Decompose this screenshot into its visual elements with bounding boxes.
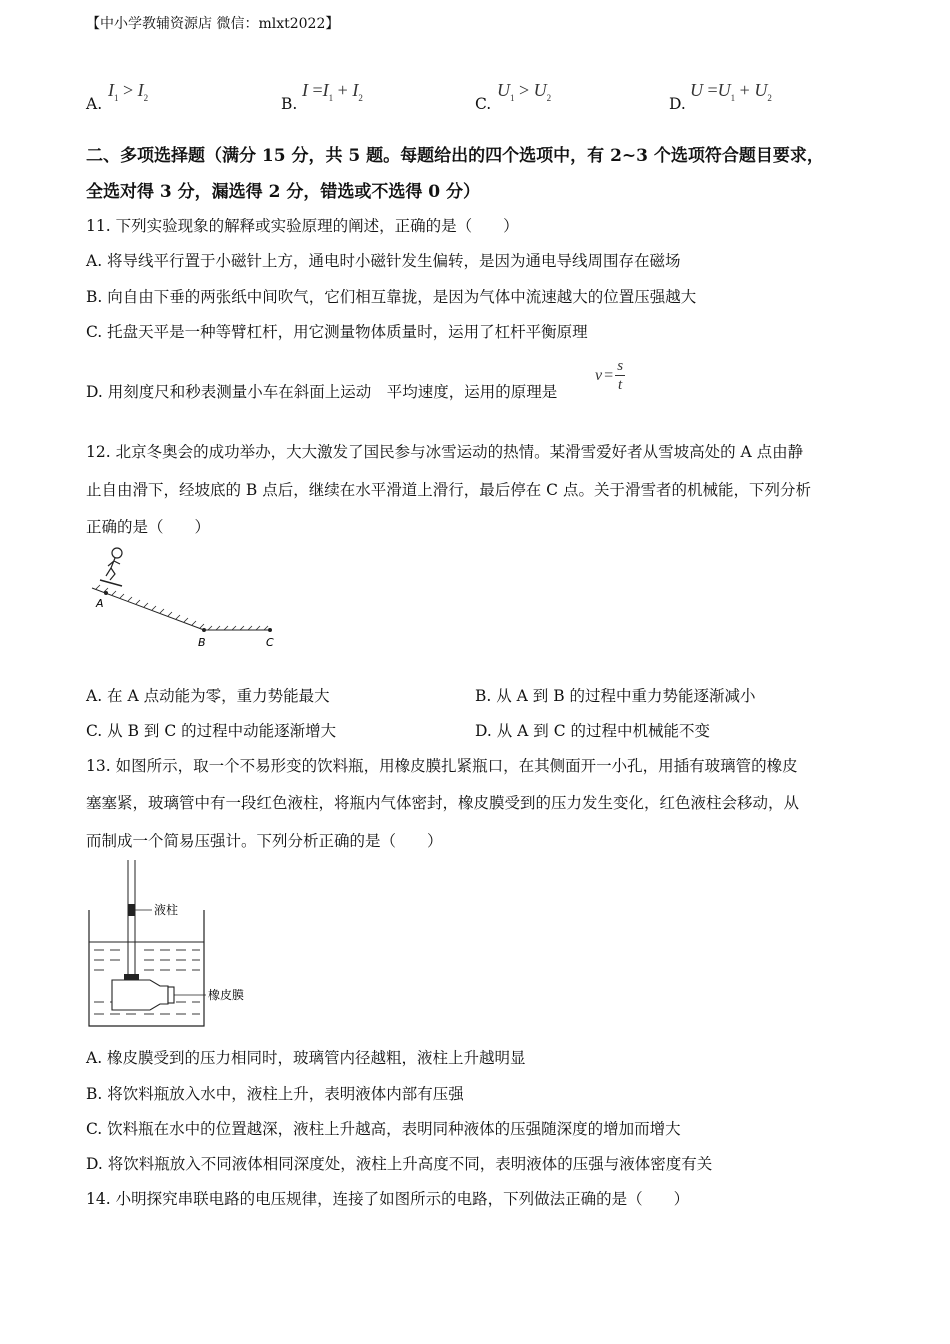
point-b-dot (202, 628, 206, 632)
q11-option-c: C. 托盘天平是一种等臂杠杆，用它测量物体质量时，运用了杠杆平衡原理 (86, 323, 588, 341)
label-c: C (266, 636, 274, 649)
glass-tube (128, 860, 135, 978)
q11-velocity-formula: v = $\frac{s}{t}$ (595, 358, 625, 393)
page-header: 【中小学教辅资源店 微信：mlxt2022】 (86, 16, 340, 32)
label-b: B (198, 636, 206, 649)
bottle (112, 980, 174, 1010)
q11-option-a: A. 将导线平行置于小磁针上方，通电时小磁针发生偏转，是因为通电导线周围存在磁场 (86, 252, 681, 270)
option-d-label: D. (669, 95, 686, 113)
q13-stem-line2: 塞塞紧，玻璃管中有一段红色液柱，将瓶内气体密封，橡皮膜受到的压力发生变化，红色液柱会移动，从 (86, 794, 800, 812)
q12-stem-line1: 12. 北京冬奥会的成功举办，大大激发了国民参与冰雪运动的热情。某滑雪爱好者从雪坡高处的 A 点由静 (86, 443, 804, 461)
section-heading-line1: 二、多项选择题（满分 15 分，共 5 题。每题给出的四个选项中，有 2~3 个选项符合题目要求， (86, 146, 824, 166)
q11-option-d: D. 用刻度尺和秒表测量小车在斜面上运动 平均速度，运用的原理是 (86, 383, 558, 401)
label-rubber-membrane: 橡皮膜 (208, 988, 245, 1002)
ski-slope-figure (84, 544, 284, 654)
option-c-formula: $U_1 > U_2$ (497, 80, 552, 103)
q13-stem-line1: 13. 如图所示，取一个不易形变的饮料瓶，用橡皮膜扎紧瓶口，在其侧面开一小孔，用插有玻璃管的橡皮 (86, 757, 798, 775)
label-a: A (96, 597, 104, 610)
point-a-dot (104, 591, 108, 595)
option-c-label: C. (475, 95, 492, 113)
option-b-label: B. (281, 95, 298, 113)
q11-stem: 11. 下列实验现象的解释或实验原理的阐述，正确的是（ ） (86, 217, 519, 235)
q14-stem: 14. 小明探究串联电路的电压规律，连接了如图所示的电路，下列做法正确的是（ ） (86, 1190, 690, 1208)
rubber-stopper (124, 974, 139, 980)
q12-stem-line3: 正确的是（ ） (86, 518, 211, 536)
q13-option-c: C. 饮料瓶在水中的位置越深，液柱上升越高，表明同种液体的压强随深度的增加而增大 (86, 1120, 681, 1138)
point-c-dot (268, 628, 272, 632)
q13-stem-line3: 而制成一个简易压强计。下列分析正确的是（ ） (86, 832, 443, 850)
pressure-gauge-figure (84, 858, 284, 1032)
skier-figure (100, 548, 122, 586)
liquid-column-mark (128, 904, 135, 916)
slope-hatching (96, 585, 268, 630)
option-b-formula: $I =I_1 + I_2$ (302, 80, 363, 103)
q12-stem-line2: 止自由滑下，经坡底的 B 点后，继续在水平滑道上滑行，最后停在 C 点。关于滑雪者的机械能，下列分析 (86, 481, 811, 499)
option-a-formula: $I_1 > I_2$ (108, 80, 149, 103)
option-d-formula: $U =U_1 + U_2$ (690, 80, 772, 103)
q12-option-d: D. 从 A 到 C 的过程中机械能不变 (475, 722, 710, 740)
label-liquid-column: 液柱 (154, 903, 179, 917)
q13-option-d: D. 将饮料瓶放入不同液体相同深度处，液柱上升高度不同，表明液体的压强与液体密度有关 (86, 1155, 713, 1173)
q12-option-a: A. 在 A 点动能为零，重力势能最大 (86, 687, 330, 705)
q12-option-b: B. 从 A 到 B 的过程中重力势能逐渐减小 (475, 687, 756, 705)
q11-option-b: B. 向自由下垂的两张纸中间吹气，它们相互靠拢，是因为气体中流速越大的位置压强越大 (86, 288, 697, 306)
q13-option-a: A. 橡皮膜受到的压力相同时，玻璃管内径越粗，液柱上升越明显 (86, 1049, 526, 1067)
q12-option-c: C. 从 B 到 C 的过程中动能逐渐增大 (86, 722, 337, 740)
q13-option-b: B. 将饮料瓶放入水中，液柱上升，表明液体内部有压强 (86, 1085, 464, 1103)
option-a-label: A. (86, 95, 103, 113)
section-heading-line2: 全选对得 3 分，漏选得 2 分，错选或不选得 0 分） (86, 182, 480, 202)
